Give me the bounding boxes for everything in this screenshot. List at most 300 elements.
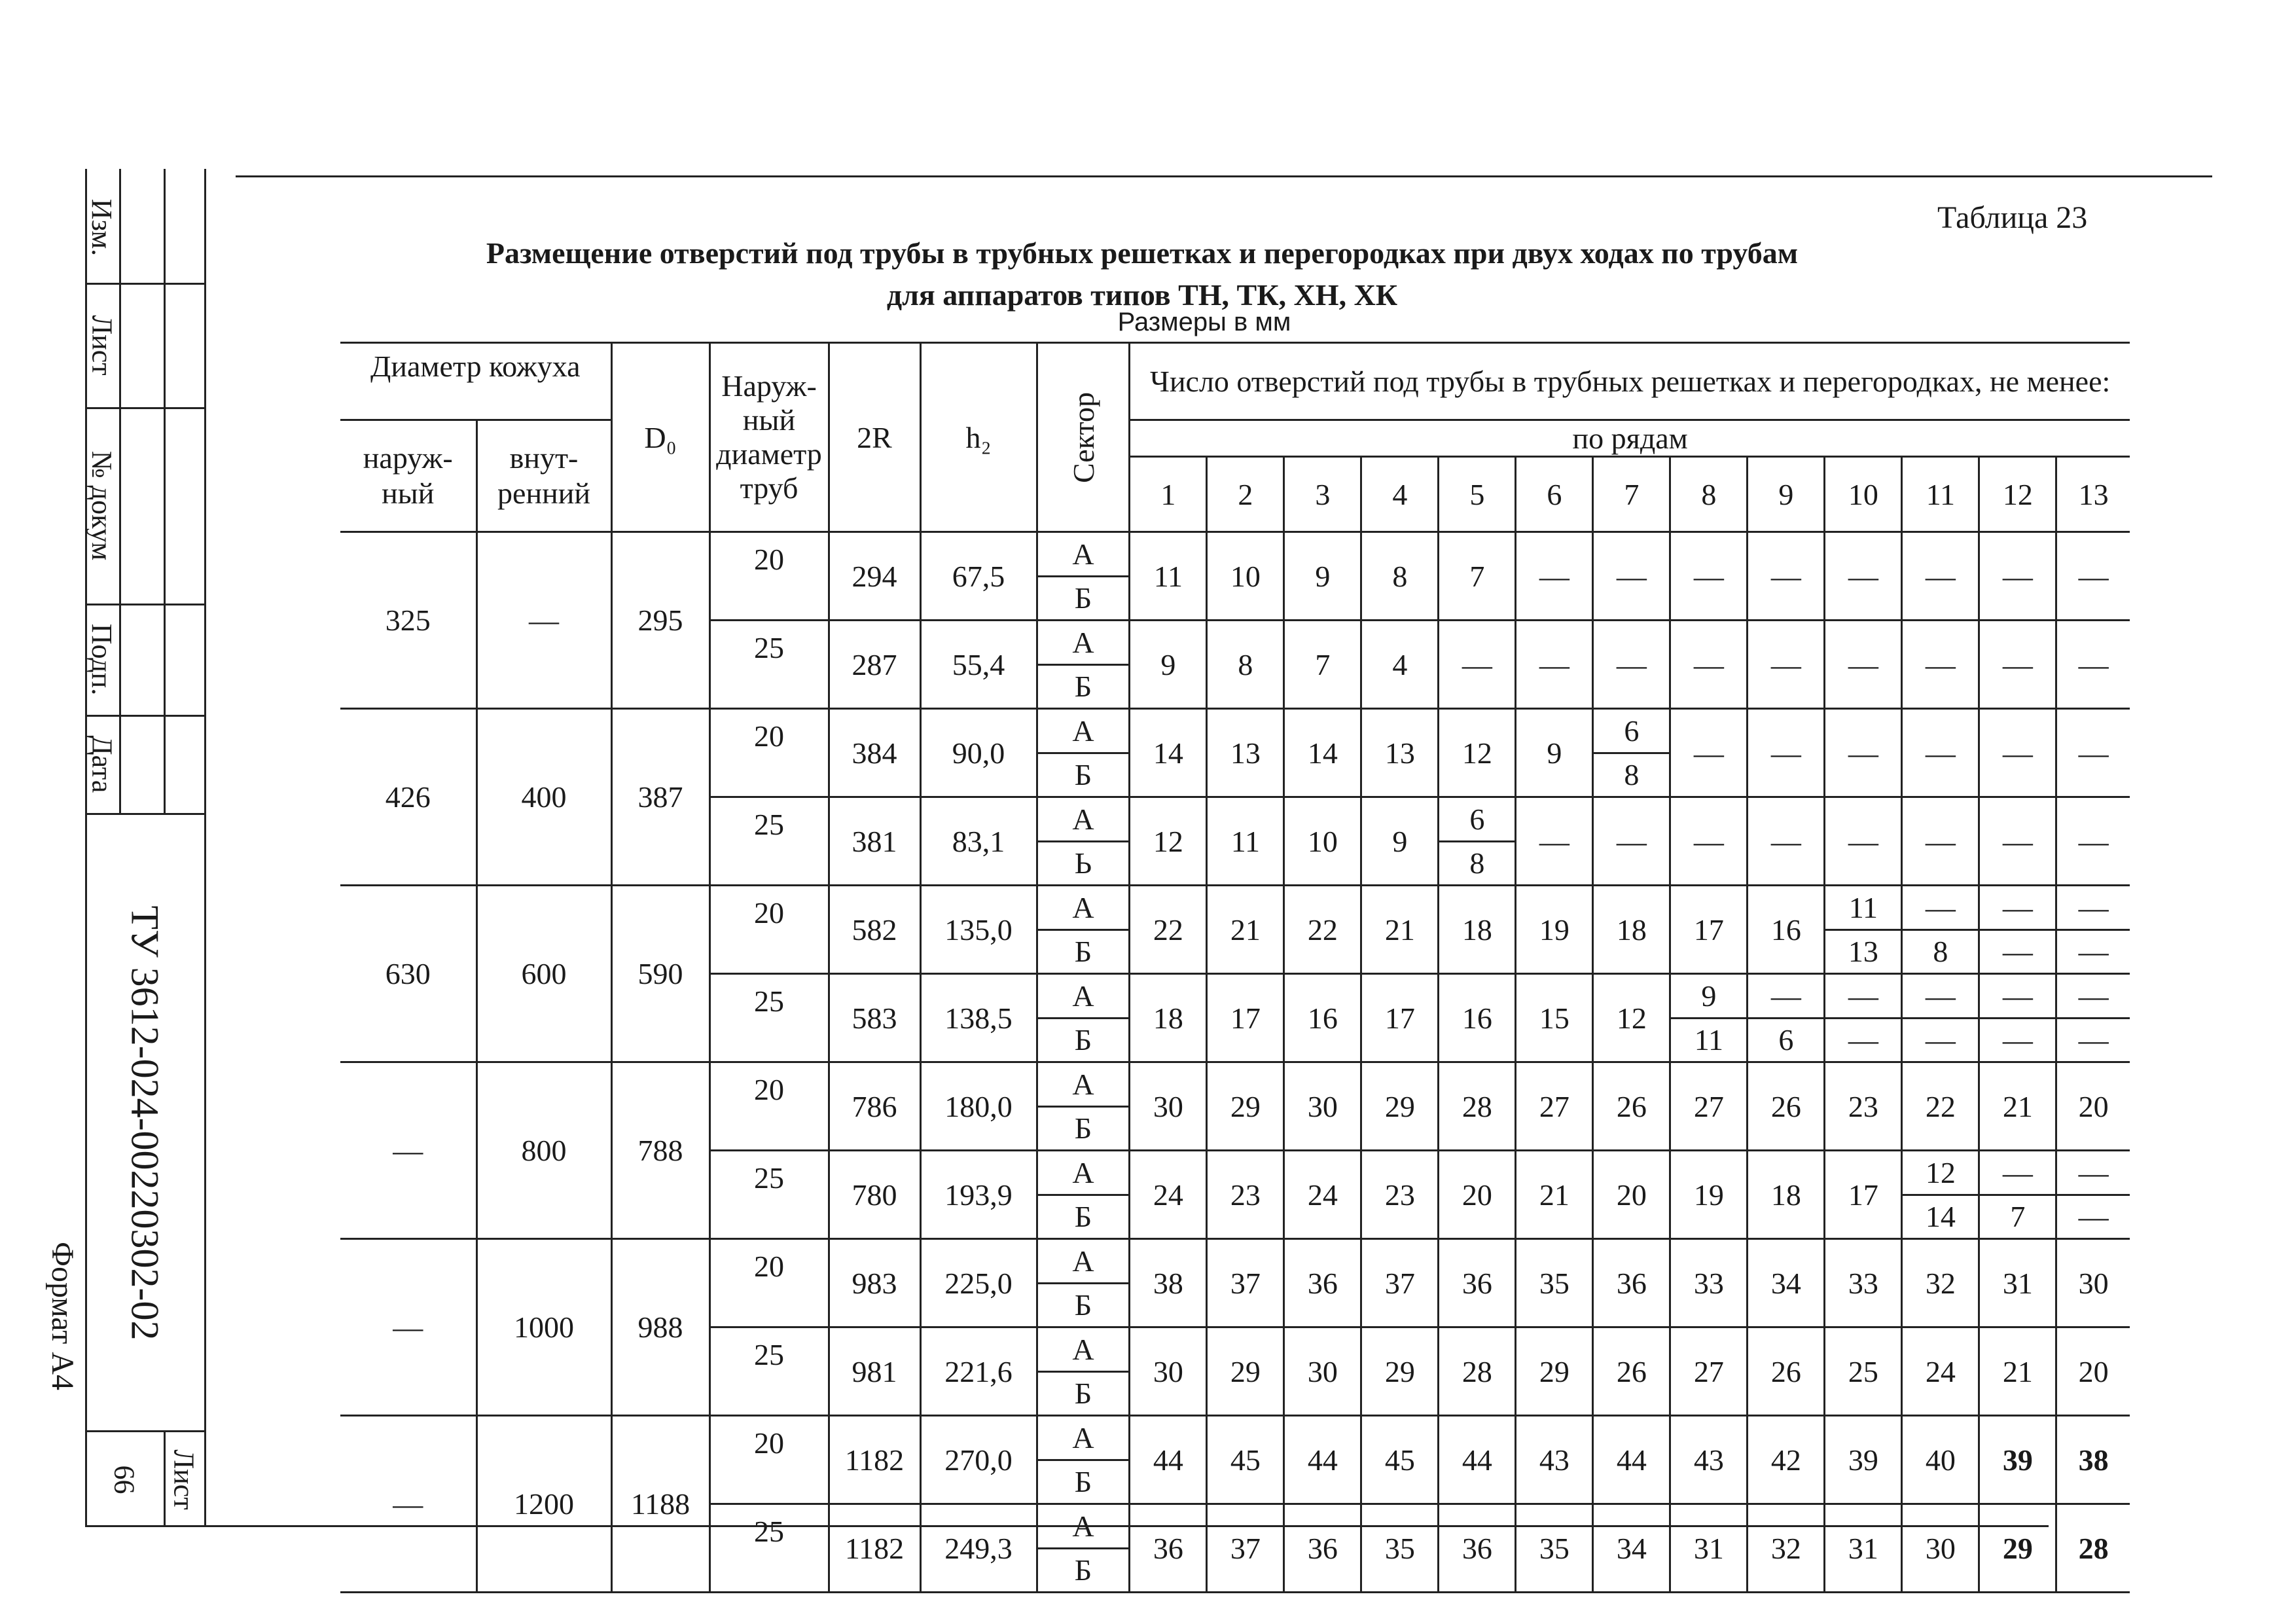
holes-count: 4 (1361, 621, 1439, 709)
holes-count: 26 (1748, 1062, 1825, 1151)
sector (1038, 1328, 1129, 1415)
tube-diameter: 20 (709, 1062, 829, 1151)
holes-count-split-b: — (2078, 935, 2109, 969)
holes-count: 45 (1207, 1416, 1284, 1504)
holes-count-split-a: — (2057, 886, 2130, 931)
h2-value: 270,0 (920, 1416, 1037, 1504)
holes-count: 44 (1284, 1416, 1361, 1504)
d0-value: 788 (611, 1062, 709, 1239)
holes-count: 17 (1207, 974, 1284, 1062)
holes-count: 29 (1207, 1062, 1284, 1151)
d0-value: 1188 (611, 1416, 709, 1593)
two-r-value: 780 (829, 1151, 920, 1239)
holes-count-split-a: 6 (1439, 798, 1515, 842)
holes-count: 34 (1748, 1239, 1825, 1327)
holes-count: 30 (1130, 1062, 1207, 1151)
header-row-number: 7 (1593, 457, 1670, 532)
holes-count: — (1516, 621, 1593, 709)
table-row (340, 1062, 2130, 1151)
holes-count-split-a: — (1903, 886, 1978, 931)
header-row-number: 10 (1825, 457, 1902, 532)
holes-count: 17 (1825, 1151, 1902, 1239)
holes-count-split (1980, 975, 2055, 1061)
header-h2: h₂ (920, 343, 1037, 532)
holes-count: 31 (1825, 1504, 1902, 1593)
h2-value: 225,0 (920, 1239, 1037, 1327)
holes-count: — (1593, 797, 1670, 886)
holes-count-split-a: — (2057, 1151, 2130, 1196)
stamp-label-izm: Изм. (86, 198, 118, 256)
holes-count-split-b: 14 (1925, 1200, 1956, 1234)
shell-outer-diameter: — (340, 1416, 476, 1593)
holes-count: 11 (1207, 797, 1284, 886)
sector-b: Ь (1074, 846, 1092, 880)
holes-count (1593, 709, 1670, 797)
holes-count: 24 (1902, 1327, 1979, 1416)
sector (1038, 975, 1129, 1061)
h2-value: 249,3 (920, 1504, 1037, 1593)
holes-count: — (1979, 709, 2056, 797)
holes-count: — (1748, 797, 1825, 886)
h2-value: 138,5 (920, 974, 1037, 1062)
holes-count-split-a: 9 (1671, 975, 1746, 1019)
header-row-number: 1 (1130, 457, 1207, 532)
holes-count: 20 (2056, 1062, 2130, 1151)
tube-diameter: 20 (709, 709, 829, 797)
holes-count: 20 (2056, 1327, 2130, 1416)
d0-value: 590 (611, 886, 709, 1062)
tube-diameter: 25 (709, 974, 829, 1062)
holes-count: — (2056, 797, 2130, 886)
holes-count-split-b: 13 (1848, 935, 1878, 969)
holes-count: — (1670, 797, 1748, 886)
holes-count: 22 (1902, 1062, 1979, 1151)
header-sector: Сектор (1037, 343, 1130, 532)
holes-count: — (1825, 532, 1902, 621)
sector-cell (1037, 1151, 1130, 1239)
holes-count: 31 (1670, 1504, 1748, 1593)
sector (1038, 1151, 1129, 1238)
sector-cell (1037, 621, 1130, 709)
holes-count: 10 (1284, 797, 1361, 886)
holes-count: 36 (1284, 1504, 1361, 1593)
sector-a: А (1038, 1416, 1129, 1461)
header-row-number: 12 (1979, 457, 2056, 532)
table-caption: Таблица 23 (1937, 200, 2088, 235)
holes-count-split (2057, 886, 2130, 973)
holes-count: — (1670, 532, 1748, 621)
sector-b: Б (1074, 670, 1092, 704)
stamp-label-signature: Подп. (86, 623, 118, 695)
holes-count: — (1516, 797, 1593, 886)
holes-count: 13 (1361, 709, 1439, 797)
holes-count (1979, 1151, 2056, 1239)
two-r-value: 1182 (829, 1416, 920, 1504)
holes-count: 12 (1593, 974, 1670, 1062)
sector-a: А (1038, 975, 1129, 1019)
holes-count: 24 (1130, 1151, 1207, 1239)
holes-count: 8 (1207, 621, 1284, 709)
two-r-value: 786 (829, 1062, 920, 1151)
holes-count: 35 (1361, 1504, 1439, 1593)
holes-count: 35 (1516, 1504, 1593, 1593)
holes-count: 44 (1130, 1416, 1207, 1504)
sector-cell (1037, 1416, 1130, 1504)
holes-count-split-b: 8 (1624, 758, 1640, 792)
header-by-rows: по рядам (1130, 420, 2130, 457)
holes-count: 37 (1207, 1504, 1284, 1593)
shell-outer-diameter: — (340, 1062, 476, 1239)
header-holes-count: Число отверстий под трубы в трубных решетках и перегородках, не менее: (1130, 343, 2130, 420)
holes-count: 35 (1516, 1239, 1593, 1327)
holes-count-split-b: — (1848, 1023, 1878, 1057)
units-note: Размеры в мм (1117, 308, 1291, 336)
holes-count: 38 (1130, 1239, 1207, 1327)
sector-cell (1037, 532, 1130, 621)
shell-inner-diameter: 800 (476, 1062, 611, 1239)
sector-b: Б (1074, 758, 1092, 792)
sector-a: А (1038, 1505, 1129, 1549)
stamp-label-list: Лист (86, 314, 118, 376)
holes-count (2056, 1151, 2130, 1239)
holes-count: 21 (1516, 1151, 1593, 1239)
shell-inner-diameter: — (476, 532, 611, 709)
h2-value: 221,6 (920, 1327, 1037, 1416)
holes-count: 21 (1361, 886, 1439, 974)
holes-count: 15 (1516, 974, 1593, 1062)
two-r-value: 381 (829, 797, 920, 886)
tube-diameter: 25 (709, 797, 829, 886)
sector-a: А (1038, 710, 1129, 754)
holes-count: — (1593, 532, 1670, 621)
holes-count: 28 (1439, 1062, 1516, 1151)
header-row-number: 5 (1439, 457, 1516, 532)
holes-count: — (1902, 621, 1979, 709)
holes-count: 19 (1516, 886, 1593, 974)
holes-count: 36 (1284, 1239, 1361, 1327)
sector (1038, 1505, 1129, 1591)
holes-count: 45 (1361, 1416, 1439, 1504)
holes-count: 16 (1284, 974, 1361, 1062)
sector-cell (1037, 709, 1130, 797)
stamp-label-date: Дата (86, 735, 118, 793)
holes-count: 9 (1361, 797, 1439, 886)
holes-count: 27 (1516, 1062, 1593, 1151)
holes-count: 38 (2056, 1416, 2130, 1504)
tube-diameter: 25 (709, 1327, 829, 1416)
holes-count: — (1670, 621, 1748, 709)
holes-count-split (1594, 710, 1669, 796)
holes-count-split-b: 11 (1694, 1023, 1724, 1057)
holes-count: 17 (1361, 974, 1439, 1062)
header-shell-diameter: Диаметр кожуха (340, 343, 611, 420)
table-row (340, 709, 2130, 797)
frame-top-line (236, 175, 2212, 177)
header-row-number: 6 (1516, 457, 1593, 532)
holes-count-split-b: — (2078, 1200, 2109, 1234)
holes-count-split-a: — (1980, 886, 2055, 931)
holes-count-split-a: — (1980, 975, 2055, 1019)
tube-diameter: 20 (709, 886, 829, 974)
sector-b: Б (1074, 581, 1092, 615)
sector-b: Б (1074, 1200, 1092, 1234)
header-tube-diameter: Наруж-ный диаметр труб (709, 343, 829, 532)
holes-count: 26 (1593, 1327, 1670, 1416)
holes-count: — (1902, 797, 1979, 886)
d0-value: 988 (611, 1239, 709, 1416)
holes-count: — (2056, 709, 2130, 797)
header-row-number: 13 (2056, 457, 2130, 532)
holes-count: 29 (1361, 1062, 1439, 1151)
sector-b: Б (1074, 935, 1092, 969)
holes-count: 22 (1130, 886, 1207, 974)
h2-value: 83,1 (920, 797, 1037, 886)
sector-a: А (1038, 1063, 1129, 1108)
holes-count: 30 (1130, 1327, 1207, 1416)
d0-value: 387 (611, 709, 709, 886)
sector (1038, 1240, 1129, 1326)
holes-count-split (1980, 886, 2055, 973)
holes-count: 29 (1979, 1504, 2056, 1593)
holes-count-split-a: — (2057, 975, 2130, 1019)
holes-count: — (2056, 621, 2130, 709)
holes-count: 10 (1207, 532, 1284, 621)
tube-diameter: 20 (709, 532, 829, 621)
h2-value: 90,0 (920, 709, 1037, 797)
d0-value: 295 (611, 532, 709, 709)
holes-count: 18 (1748, 1151, 1825, 1239)
table-row (340, 1239, 2130, 1327)
holes-count-split (1825, 975, 1901, 1061)
document-code: ТУ 3612-024-00220302-02 (123, 905, 167, 1341)
holes-count (1670, 974, 1748, 1062)
sector (1038, 1063, 1129, 1149)
holes-count: 13 (1207, 709, 1284, 797)
header-row-number: 8 (1670, 457, 1748, 532)
holes-count-split-a: 12 (1903, 1151, 1978, 1196)
holes-count: 21 (1979, 1327, 2056, 1416)
two-r-value: 981 (829, 1327, 920, 1416)
two-r-value: 582 (829, 886, 920, 974)
table-row (340, 886, 2130, 974)
holes-count (2056, 886, 2130, 974)
sector-b: Б (1074, 1377, 1092, 1411)
holes-count: — (1979, 797, 2056, 886)
holes-count: — (2056, 532, 2130, 621)
holes-count: 23 (1361, 1151, 1439, 1239)
holes-count: 44 (1593, 1416, 1670, 1504)
holes-count: 28 (1439, 1327, 1516, 1416)
holes-count (2056, 974, 2130, 1062)
holes-count: 23 (1207, 1151, 1284, 1239)
holes-count (1902, 974, 1979, 1062)
sector (1038, 533, 1129, 619)
h2-value: 67,5 (920, 532, 1037, 621)
sector-cell (1037, 1062, 1130, 1151)
stamp-label-doc-number: № докум (86, 450, 118, 560)
sector-b: Б (1074, 1023, 1092, 1057)
sector-cell (1037, 1327, 1130, 1416)
holes-count: 28 (2056, 1504, 2130, 1593)
two-r-value: 583 (829, 974, 920, 1062)
holes-count: 14 (1130, 709, 1207, 797)
tube-diameter: 25 (709, 1151, 829, 1239)
holes-count: — (1825, 797, 1902, 886)
holes-count (1439, 797, 1516, 886)
holes-count: 24 (1284, 1151, 1361, 1239)
holes-count: 16 (1439, 974, 1516, 1062)
holes-count: 32 (1902, 1239, 1979, 1327)
holes-count: 42 (1748, 1416, 1825, 1504)
shell-outer-diameter: 325 (340, 532, 476, 709)
holes-count (1902, 886, 1979, 974)
holes-count (1979, 886, 2056, 974)
holes-count: 36 (1130, 1504, 1207, 1593)
sector-a: А (1038, 533, 1129, 577)
sector-a: А (1038, 886, 1129, 931)
holes-count: 27 (1670, 1327, 1748, 1416)
holes-count: 39 (1825, 1416, 1902, 1504)
sector-b: Б (1074, 1465, 1092, 1499)
sector-b: Б (1074, 1111, 1092, 1146)
holes-count: — (1748, 532, 1825, 621)
sector (1038, 798, 1129, 884)
sector-cell (1037, 797, 1130, 886)
holes-count-split-a: 11 (1825, 886, 1901, 931)
holes-count: 43 (1670, 1416, 1748, 1504)
holes-count: 33 (1825, 1239, 1902, 1327)
holes-count: — (1748, 709, 1825, 797)
tube-diameter: 20 (709, 1416, 829, 1504)
holes-count: 9 (1130, 621, 1207, 709)
holes-count: — (1902, 532, 1979, 621)
holes-count: 8 (1361, 532, 1439, 621)
sector (1038, 621, 1129, 708)
shell-inner-diameter: 1000 (476, 1239, 611, 1416)
holes-count: 32 (1748, 1504, 1825, 1593)
sector-a: А (1038, 1151, 1129, 1196)
h2-value: 193,9 (920, 1151, 1037, 1239)
holes-count (1825, 974, 1902, 1062)
shell-outer-diameter: — (340, 1239, 476, 1416)
holes-count: 19 (1670, 1151, 1748, 1239)
table-row (340, 1416, 2130, 1504)
holes-count: 40 (1902, 1416, 1979, 1504)
holes-count: 39 (1979, 1416, 2056, 1504)
holes-count: 44 (1439, 1416, 1516, 1504)
holes-count (1902, 1151, 1979, 1239)
holes-count: 9 (1516, 709, 1593, 797)
holes-count: 34 (1593, 1504, 1670, 1593)
holes-count: 37 (1207, 1239, 1284, 1327)
holes-count: 33 (1670, 1239, 1748, 1327)
sector-a: А (1038, 1240, 1129, 1284)
title-line-2: для аппаратов типов ТН, ТК, ХН, ХК (886, 278, 1398, 312)
holes-count: — (1516, 532, 1593, 621)
format-label: Формат А4 (45, 1241, 80, 1390)
sector-cell (1037, 1504, 1130, 1593)
holes-count: 20 (1439, 1151, 1516, 1239)
holes-count: — (1439, 621, 1516, 709)
holes-count: 18 (1130, 974, 1207, 1062)
holes-count: 26 (1748, 1327, 1825, 1416)
header-d0: D₀ (611, 343, 709, 532)
holes-count: — (1979, 621, 2056, 709)
shell-inner-diameter: 600 (476, 886, 611, 1062)
holes-count: 12 (1130, 797, 1207, 886)
table-row (340, 532, 2130, 621)
sector-b: Б (1074, 1288, 1092, 1322)
header-row-number: 4 (1361, 457, 1439, 532)
holes-count: 30 (1902, 1504, 1979, 1593)
holes-count: 17 (1670, 886, 1748, 974)
holes-count-split-a: — (1903, 975, 1978, 1019)
holes-count: 29 (1207, 1327, 1284, 1416)
tube-diameter: 25 (709, 621, 829, 709)
tube-diameter: 20 (709, 1239, 829, 1327)
holes-count: 22 (1284, 886, 1361, 974)
holes-count: 30 (2056, 1239, 2130, 1327)
holes-count-split-b: 7 (2010, 1200, 2026, 1234)
h2-value: 55,4 (920, 621, 1037, 709)
holes-count: 7 (1284, 621, 1361, 709)
holes-count: 23 (1825, 1062, 1902, 1151)
sheet-number: 66 (108, 1465, 141, 1494)
holes-count: 20 (1593, 1151, 1670, 1239)
holes-count-split-b: — (2002, 1023, 2033, 1057)
holes-count: 36 (1593, 1239, 1670, 1327)
header-2r: 2R (829, 343, 920, 532)
sector-cell (1037, 974, 1130, 1062)
header-row-number: 2 (1207, 457, 1284, 532)
holes-count: 26 (1593, 1062, 1670, 1151)
holes-count: 21 (1979, 1062, 2056, 1151)
holes-count-split-b: 6 (1778, 1023, 1794, 1057)
holes-count-split-a: — (1748, 975, 1823, 1019)
sector (1038, 710, 1129, 796)
shell-inner-diameter: 400 (476, 709, 611, 886)
tube-diameter: 25 (709, 1504, 829, 1593)
header-row-number: 11 (1902, 457, 1979, 532)
header-row-number: 9 (1748, 457, 1825, 532)
holes-count-split (1439, 798, 1515, 884)
holes-count-split-b: — (1925, 1023, 1956, 1057)
holes-count-split (1748, 975, 1823, 1061)
two-r-value: 294 (829, 532, 920, 621)
holes-count-split-a: 6 (1594, 710, 1669, 754)
holes-count-split (2057, 1151, 2130, 1238)
holes-count: 31 (1979, 1239, 2056, 1327)
shell-outer-diameter: 426 (340, 709, 476, 886)
holes-count: 37 (1361, 1239, 1439, 1327)
holes-count-split-b: — (2002, 935, 2033, 969)
holes-count-split-b: 8 (1933, 935, 1948, 969)
sector-b: Б (1074, 1553, 1092, 1587)
holes-count: 30 (1284, 1062, 1361, 1151)
holes-count: 36 (1439, 1504, 1516, 1593)
header-outer: наруж-ный (340, 420, 476, 532)
holes-count: 21 (1207, 886, 1284, 974)
sector-a: А (1038, 798, 1129, 842)
holes-count-split (1825, 886, 1901, 973)
h2-value: 135,0 (920, 886, 1037, 974)
sector-a: А (1038, 621, 1129, 666)
holes-count-split-b: — (2078, 1023, 2109, 1057)
shell-outer-diameter: 630 (340, 886, 476, 1062)
header-inner: внут-ренний (476, 420, 611, 532)
holes-count: 7 (1439, 532, 1516, 621)
holes-count: 29 (1361, 1327, 1439, 1416)
